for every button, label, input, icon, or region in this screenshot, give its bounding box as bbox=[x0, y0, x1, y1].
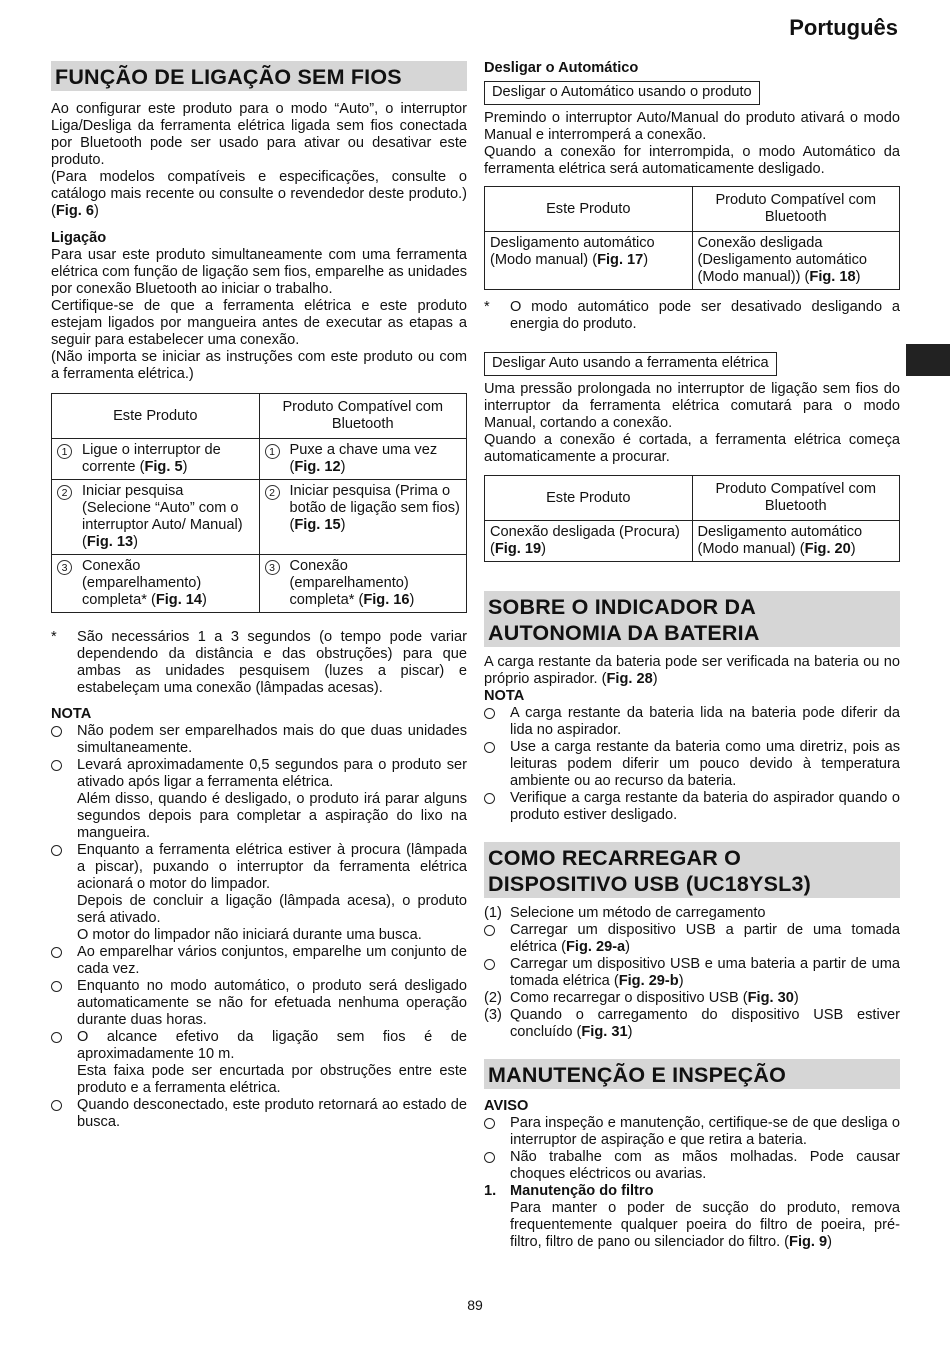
list-item: Para inspeção e manutenção, certifique-se de que desliga o interruptor de aspiração e que retira a bateria. bbox=[484, 1115, 900, 1149]
bullet-circle-icon bbox=[484, 793, 495, 804]
left-column bbox=[51, 60, 467, 1131]
list-item: Quando desconectado, este produto retornará ao estado de busca. bbox=[51, 1097, 467, 1131]
section-title-battery: SOBRE O INDICADOR DA AUTONOMIA DA BATERIA bbox=[484, 591, 900, 647]
bullet-circle-icon bbox=[484, 742, 495, 753]
bullet-circle-icon bbox=[51, 726, 62, 737]
desligar-paragraph-1: Premindo o interruptor Auto/Manual do produto ativará o modo Manual e interromperá a conexão. bbox=[484, 110, 900, 143]
bullet-circle-icon bbox=[51, 845, 62, 856]
tool-paragraph-2: Quando a conexão é cortada, a ferramenta elétrica começa automaticamente a procurar. bbox=[484, 432, 900, 465]
list-item: (2) Como recarregar o dispositivo USB (Fig. 30) bbox=[484, 990, 799, 1006]
bullet-circle-icon bbox=[484, 1118, 495, 1129]
list-item: A carga restante da bateria lida na bateria pode diferir da lida no aspirador. bbox=[484, 705, 900, 739]
pairing-table bbox=[51, 393, 467, 613]
table-row: Conexão desligada (Procura) (Fig. 19) Desligamento automático (Modo manual) (Fig. 20) bbox=[485, 521, 900, 562]
table-header-this-product: Este Produto bbox=[485, 187, 693, 232]
section-title-usb: COMO RECARREGAR O DISPOSITIVO USB (UC18YSL3) bbox=[484, 842, 900, 898]
footnote: * O modo automático pode ser desativado desligando a energia do produto. bbox=[484, 299, 900, 332]
battery-paragraph: A carga restante da bateria pode ser verificada na bateria ou no próprio aspirador. (Fig. 28) bbox=[484, 654, 900, 687]
list-item: Não podem ser emparelhados mais do que duas unidades simultaneamente. bbox=[51, 723, 467, 757]
table-header-row bbox=[52, 394, 467, 439]
section-title-maintenance: MANUTENÇÃO E INSPEÇÃO bbox=[484, 1059, 900, 1089]
bullet-circle-icon bbox=[51, 981, 62, 992]
footnote: * São necessários 1 a 3 segundos (o tempo pode variar dependendo da distância e das obstruções) para que ambas as unidades pesquisem (luzes a piscar) e estabeleçam uma conexão (lâmpadas acesas). bbox=[51, 629, 467, 696]
disconnect-product-table bbox=[484, 186, 900, 290]
desligar-heading: Desligar o Automático bbox=[484, 60, 639, 76]
table-header-row bbox=[485, 476, 900, 521]
bullet-circle-icon bbox=[51, 1100, 62, 1111]
battery-nota-heading: NOTA bbox=[484, 688, 525, 704]
list-item: Enquanto no modo automático, o produto será desligado automaticamente se não for efetuada nenhuma operação durante duas horas. bbox=[51, 978, 467, 1029]
list-item: Enquanto a ferramenta elétrica estiver à procura (lâmpada a piscar), puxando o interruptor da ferramenta elétrica acionará o motor do limpador. bbox=[51, 842, 467, 893]
list-item: O alcance efetivo da ligação sem fios é de aproximadamente 10 m. bbox=[51, 1029, 467, 1063]
list-item: Use a carga restante da bateria como uma diretriz, pois as leituras podem diferir um pouco devido à temperatura ambiente ou ao recurso da bateria. bbox=[484, 739, 900, 790]
table-header-this-product: Este Produto bbox=[52, 394, 260, 439]
table-row: Desligamento automático (Modo manual) (Fig. 17) Conexão desligada (Desligamento automático (Modo manual)) (Fig. 18) bbox=[485, 232, 900, 290]
table-header-compatible: Produto Compatível com Bluetooth bbox=[692, 187, 900, 232]
bullet-circle-icon bbox=[484, 925, 495, 936]
step-number-badge: 2 bbox=[57, 485, 72, 500]
list-item: (3) Quando o carregamento do dispositivo USB estiver concluído (Fig. 31) bbox=[484, 1007, 900, 1040]
section-tab-marker bbox=[906, 344, 950, 376]
section-title-wireless: FUNÇÃO DE LIGAÇÃO SEM FIOS bbox=[51, 61, 467, 91]
list-item: 1. Manutenção do filtro bbox=[484, 1183, 654, 1199]
ligacao-paragraph-3: (Não importa se iniciar as instruções com este produto ou com a ferramenta elétrica.) bbox=[51, 349, 467, 382]
language-label: Português bbox=[789, 15, 898, 40]
list-item: Carregar um dispositivo USB e uma bateria a partir de uma tomada elétrica (Fig. 29-b) bbox=[484, 956, 900, 990]
intro-paragraph-2: (Para modelos compatíveis e especificações, consulte o catálogo mais recente ou consulte o revendedor deste produto.) (Fig. 6) bbox=[51, 169, 467, 219]
nota-heading: NOTA bbox=[51, 706, 92, 722]
bullet-circle-icon bbox=[51, 1032, 62, 1043]
right-column bbox=[484, 60, 900, 1251]
list-item: Depois de concluir a ligação (lâmpada acesa), o produto será ativado. bbox=[77, 893, 467, 926]
ligacao-paragraph-1: Para usar este produto simultaneamente com uma ferramenta elétrica com função de ligação sem fios, emparelhe as unidades por conexão Bluetooth ao iniciar o trabalho. bbox=[51, 247, 467, 297]
table-row: 2 Iniciar pesquisa (Selecione “Auto” com o interruptor Auto/ Manual) (Fig. 13) 2 Iniciar pesquisa (Prima o botão de ligação sem fios) (Fig. 15) bbox=[52, 480, 467, 555]
boxed-subheading-product: Desligar o Automático usando o produto bbox=[484, 81, 760, 105]
list-item: Além disso, quando é desligado, o produto irá parar alguns segundos depois para completar a aspiração do lixo na mangueira. bbox=[77, 791, 467, 841]
bullet-circle-icon bbox=[484, 959, 495, 970]
list-item: Não trabalhe com as mãos molhadas. Pode causar choques eléctricos ou avarias. bbox=[484, 1149, 900, 1183]
step-number-badge: 1 bbox=[265, 444, 280, 459]
list-item: Verifique a carga restante da bateria do aspirador quando o produto estiver desligado. bbox=[484, 790, 900, 824]
table-header-compatible: Produto Compatível com Bluetooth bbox=[692, 476, 900, 521]
bullet-circle-icon bbox=[484, 708, 495, 719]
list-item: Para manter o poder de sucção do produto, remova frequentemente qualquer poeira do filtro de poeira, pré-filtro, filtro de pano ou silenciador do filtro. (Fig. 9) bbox=[510, 1200, 900, 1250]
step-number-badge: 1 bbox=[57, 444, 72, 459]
boxed-subheading-tool: Desligar Auto usando a ferramenta elétrica bbox=[484, 352, 777, 376]
ligacao-paragraph-2: Certifique-se de que a ferramenta elétrica e este produto estejam ligados por mangueira antes de executar as etapas a seguir para estabelecer uma conexão. bbox=[51, 298, 467, 348]
tool-paragraph-1: Uma pressão prolongada no interruptor de ligação sem fios do interruptor da ferramenta elétrica comutará para o modo Manual, cortando a conexão. bbox=[484, 381, 900, 431]
list-item: (1) Selecione um método de carregamento bbox=[484, 905, 766, 921]
table-row: 1 Ligue o interruptor de corrente (Fig. 5) 1 Puxe a chave uma vez (Fig. 12) bbox=[52, 439, 467, 480]
bullet-circle-icon bbox=[51, 760, 62, 771]
table-header-this-product: Este Produto bbox=[485, 476, 693, 521]
step-number-badge: 2 bbox=[265, 485, 280, 500]
list-item: Levará aproximadamente 0,5 segundos para o produto ser ativado após ligar a ferramenta elétrica. bbox=[51, 757, 467, 791]
list-item: O motor do limpador não iniciará durante uma busca. bbox=[77, 927, 422, 943]
disconnect-tool-table bbox=[484, 475, 900, 562]
intro-paragraph: Ao configurar este produto para o modo “Auto”, o interruptor Liga/Desliga da ferramenta elétrica ligada sem fios conectada por Bluetooth pode ser usado para ativar ou desativar este produto. bbox=[51, 101, 467, 168]
page-number: 89 bbox=[467, 1297, 483, 1313]
step-number-badge: 3 bbox=[57, 560, 72, 575]
table-row: 3 Conexão (emparelhamento) completa* (Fig. 14) 3 Conexão (emparelhamento) completa* (Fig. 16) bbox=[52, 555, 467, 613]
step-number-badge: 3 bbox=[265, 560, 280, 575]
list-item: Ao emparelhar vários conjuntos, emparelhe um conjunto de cada vez. bbox=[51, 944, 467, 978]
desligar-paragraph-2: Quando a conexão for interrompida, o modo Automático da ferramenta elétrica será automaticamente desligado. bbox=[484, 144, 900, 177]
bullet-circle-icon bbox=[484, 1152, 495, 1163]
table-header-row bbox=[485, 187, 900, 232]
table-header-compatible: Produto Compatível com Bluetooth bbox=[259, 394, 467, 439]
aviso-heading: AVISO bbox=[484, 1098, 529, 1114]
bullet-circle-icon bbox=[51, 947, 62, 958]
list-item: Esta faixa pode ser encurtada por obstruções entre este produto e a ferramenta elétrica. bbox=[77, 1063, 467, 1096]
list-item: Carregar um dispositivo USB a partir de uma tomada elétrica (Fig. 29-a) bbox=[484, 922, 900, 956]
ligacao-heading: Ligação bbox=[51, 230, 107, 246]
